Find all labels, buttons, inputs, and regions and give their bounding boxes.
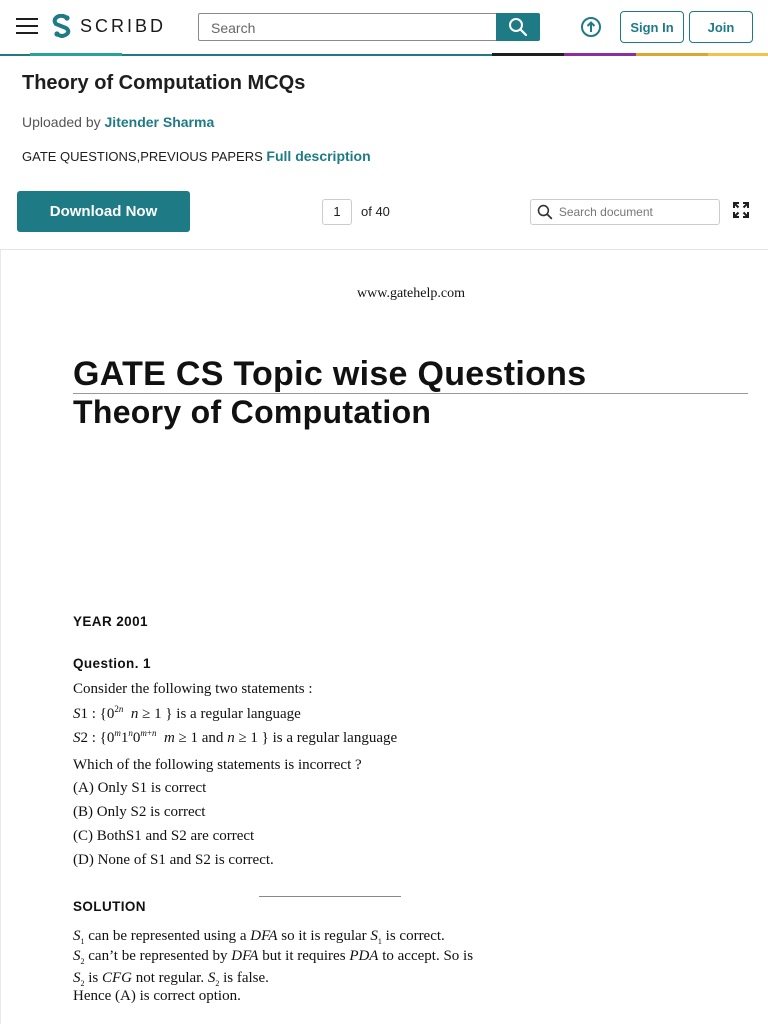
menu-icon[interactable]: [16, 18, 38, 36]
uploaded-by-label: Uploaded by: [22, 114, 101, 130]
page-subheading: Theory of Computation: [73, 394, 432, 430]
solution-label: SOLUTION: [73, 899, 146, 914]
scribd-s-icon: [52, 14, 72, 38]
nav-accent-strip: [30, 53, 122, 56]
uploader-line: [22, 114, 214, 130]
nav-accent-strip: [708, 53, 768, 56]
page-heading: GATE CS Topic wise Questions: [73, 355, 587, 393]
solution-conclusion: Hence (A) is correct option.: [73, 988, 241, 1004]
option-b: (B) Only S2 is correct: [73, 804, 206, 820]
page-border: [0, 250, 1, 1024]
join-button[interactable]: Join: [689, 11, 753, 43]
fullscreen-icon[interactable]: [732, 201, 750, 219]
download-button[interactable]: Download Now: [17, 191, 190, 232]
option-c: (C) BothS1 and S2 are correct: [73, 828, 255, 844]
solution-line-2: $S_2$ can’t be represented by DFA but it requires PDA to accept. So is: [73, 948, 474, 966]
option-d: (D) None of S1 and S2 is correct.: [73, 852, 274, 868]
nav-accent-strip: [564, 53, 636, 56]
search-icon: [508, 17, 528, 37]
question-label: Question. 1: [73, 656, 151, 671]
document-search-input[interactable]: [557, 204, 719, 220]
search-icon: [537, 204, 553, 220]
document-search-field[interactable]: [530, 199, 720, 225]
document-description: [22, 148, 371, 164]
statement-s2: S2 : {$0^m1^n0^{m+n}$ m ≥ 1 and n ≥ 1 } is a regular language: [73, 728, 398, 746]
page-url: www.gatehelp.com: [357, 286, 465, 301]
question-prompt: Which of the following statements is incorrect ?: [73, 757, 362, 773]
search-button[interactable]: [496, 13, 540, 41]
page-count: of 40: [361, 204, 390, 219]
nav-accent-strip: [492, 53, 564, 56]
author-link[interactable]: Jitender Sharma: [104, 114, 215, 130]
document-title: Theory of Computation MCQs: [22, 72, 306, 94]
header-divider: [0, 249, 768, 250]
option-a: (A) Only S1 is correct: [73, 780, 207, 796]
statement-s1: S1 : {$0^{2n}$ n ≥ 1 } is a regular language: [73, 704, 301, 722]
site-search-input[interactable]: [209, 15, 493, 41]
upload-icon[interactable]: [580, 16, 602, 38]
solution-line-3: $S_2$ is CFG not regular. $S_2$ is false.: [73, 970, 269, 988]
solution-line-1: $S_1$ can be represented using a DFA so it is regular $S_1$ is correct.: [73, 928, 445, 946]
question-intro: Consider the following two statements :: [73, 681, 313, 697]
description-text: GATE QUESTIONS,PREVIOUS PAPERS: [22, 149, 263, 164]
nav-accent-strip: [636, 53, 708, 56]
solution-divider: [259, 896, 401, 897]
sign-in-button[interactable]: Sign In: [620, 11, 684, 43]
logo-text: SCRIBD: [80, 15, 167, 36]
scribd-logo[interactable]: [52, 14, 166, 38]
full-description-link[interactable]: Full description: [266, 148, 371, 164]
year-label: YEAR 2001: [73, 614, 148, 629]
page-number-input[interactable]: 1: [322, 199, 352, 225]
site-search-field[interactable]: [198, 13, 496, 41]
